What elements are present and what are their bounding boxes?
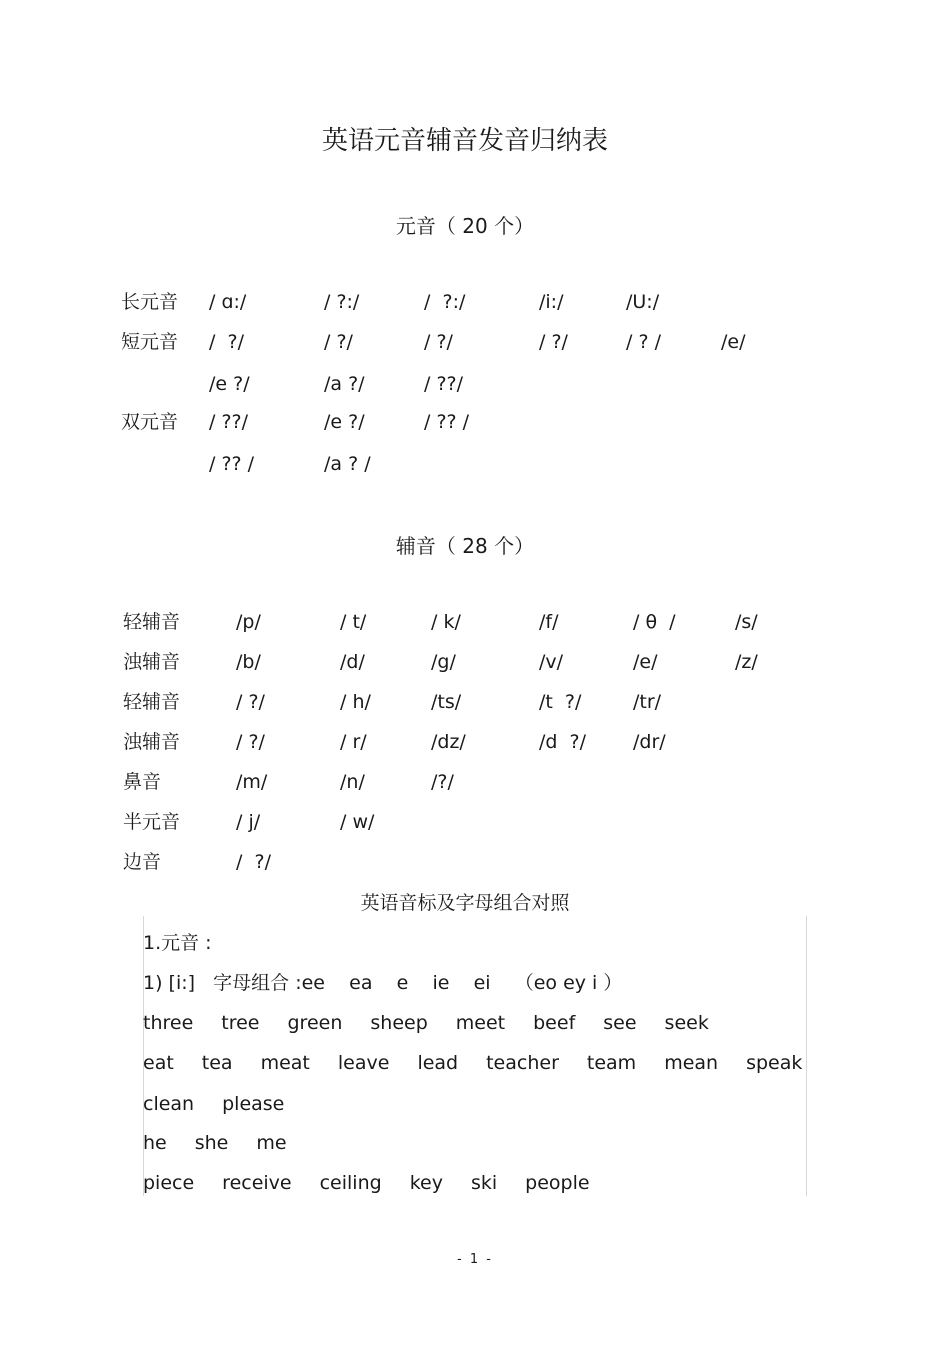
- consonant-symbol: /v/: [539, 651, 564, 673]
- vowel-symbol: /U:/: [626, 291, 660, 313]
- example-word-line: [143, 1170, 618, 1196]
- item-label: 1) [i:] 字母组合 :ee ea e ie ei （eo ey i ）: [143, 972, 623, 994]
- example-word: key: [409, 1172, 443, 1194]
- vowel-symbol: / ?? /: [209, 453, 255, 475]
- consonant-symbol: / t/: [340, 611, 367, 633]
- consonant-symbol: /z/: [735, 651, 758, 673]
- consonant-symbol: / h/: [340, 691, 371, 713]
- example-word: see: [603, 1012, 637, 1034]
- example-word: people: [525, 1172, 590, 1194]
- vowel-row-label: 长元音: [121, 291, 179, 313]
- consonant-symbol: /tr/: [633, 691, 662, 713]
- vowel-symbol: / ɑ:/: [209, 291, 247, 313]
- example-word: piece: [143, 1172, 195, 1194]
- consonant-symbol: / k/: [431, 611, 461, 633]
- consonant-row-label: 边音: [123, 851, 162, 873]
- consonant-symbol: / ?/: [236, 731, 265, 753]
- example-word: speak: [746, 1052, 803, 1074]
- example-word: three: [143, 1012, 194, 1034]
- example-word: team: [586, 1052, 637, 1074]
- vowel-symbol: / ?/: [209, 331, 244, 353]
- example-word: tree: [221, 1012, 260, 1034]
- example-word: he: [143, 1132, 167, 1154]
- vowel-symbol: /a ?/: [324, 373, 365, 395]
- consonant-symbol: /dr/: [633, 731, 666, 753]
- example-word: teacher: [486, 1052, 559, 1074]
- consonant-symbol: /ts/: [431, 691, 462, 713]
- vowel-symbol: /e ?/: [324, 411, 365, 433]
- consonant-symbol: /d/: [340, 651, 365, 673]
- consonant-row-label: 浊辅音: [123, 731, 181, 753]
- consonant-symbol: / θ /: [633, 611, 676, 633]
- example-word: meat: [260, 1052, 310, 1074]
- consonant-symbol: / r/: [340, 731, 367, 753]
- consonant-symbol: /m/: [236, 771, 268, 793]
- example-word: sheep: [370, 1012, 428, 1034]
- consonant-row-label: 浊辅音: [123, 651, 181, 673]
- vowels-heading: 元音（ 20 个）: [395, 214, 535, 238]
- example-word: me: [256, 1132, 287, 1154]
- example-word: beef: [533, 1012, 576, 1034]
- consonant-symbol: /dz/: [431, 731, 466, 753]
- consonant-row-label: 半元音: [123, 811, 181, 833]
- example-word: mean: [664, 1052, 719, 1074]
- vowel-symbol: /e ?/: [209, 373, 250, 395]
- consonant-symbol: /t ?/: [539, 691, 582, 713]
- example-word: leave: [337, 1052, 390, 1074]
- comparison-heading: 英语音标及字母组合对照: [360, 892, 570, 914]
- vowel-symbol: / ?:/: [424, 291, 466, 313]
- consonant-symbol: / w/: [340, 811, 375, 833]
- example-word: tea: [201, 1052, 233, 1074]
- example-word: ceiling: [319, 1172, 382, 1194]
- vowel-symbol: /e/: [721, 331, 746, 353]
- example-word: green: [287, 1012, 343, 1034]
- example-word-line: [143, 1010, 737, 1036]
- example-word: eat: [143, 1052, 174, 1074]
- consonant-row-label: 鼻音: [123, 771, 162, 793]
- vowel-row-label: 短元音: [121, 331, 179, 353]
- consonants-heading: 辅音（ 28 个）: [395, 534, 535, 558]
- example-word: meet: [455, 1012, 506, 1034]
- consonant-symbol: / j/: [236, 811, 261, 833]
- vowel-symbol: / ?? /: [424, 411, 470, 433]
- example-word: she: [194, 1132, 229, 1154]
- example-word: ski: [470, 1172, 498, 1194]
- consonant-symbol: / ?/: [236, 851, 271, 873]
- vowel-symbol: / ??/: [209, 411, 249, 433]
- consonant-symbol: /f/: [539, 611, 559, 633]
- page-number: - 1 -: [457, 1252, 493, 1267]
- consonant-symbol: /?/: [431, 771, 454, 793]
- vowel-symbol: / ?/: [539, 331, 568, 353]
- example-word: receive: [222, 1172, 292, 1194]
- consonant-symbol: /n/: [340, 771, 365, 793]
- consonant-symbol: /e/: [633, 651, 658, 673]
- vowel-symbol: /i:/: [539, 291, 564, 313]
- example-word-line: [143, 1130, 315, 1156]
- vowel-symbol: / ?/: [424, 331, 453, 353]
- page-title: 英语元音辅音发音归纳表: [321, 126, 608, 156]
- consonant-symbol: /b/: [236, 651, 261, 673]
- vowel-row-label: 双元音: [121, 411, 179, 433]
- example-word-line: [143, 1050, 830, 1076]
- example-word: lead: [417, 1052, 459, 1074]
- example-word: seek: [664, 1012, 709, 1034]
- consonant-symbol: /p/: [236, 611, 261, 633]
- consonant-row-label: 轻辅音: [123, 691, 181, 713]
- consonant-row-label: 轻辅音: [123, 611, 181, 633]
- example-word-line: [143, 1091, 312, 1117]
- consonant-symbol: / ?/: [236, 691, 265, 713]
- example-word: please: [222, 1093, 285, 1115]
- vowel-symbol: / ? /: [626, 331, 661, 353]
- consonant-symbol: /d ?/: [539, 731, 587, 753]
- vowel-symbol: / ??/: [424, 373, 464, 395]
- vowel-subheading: 1.元音 :: [143, 932, 212, 954]
- vowel-symbol: / ?/: [324, 331, 353, 353]
- example-word: clean: [143, 1093, 195, 1115]
- consonant-symbol: /s/: [735, 611, 758, 633]
- vowel-symbol: / ?:/: [324, 291, 360, 313]
- vowel-symbol: /a ? /: [324, 453, 371, 475]
- consonant-symbol: /g/: [431, 651, 456, 673]
